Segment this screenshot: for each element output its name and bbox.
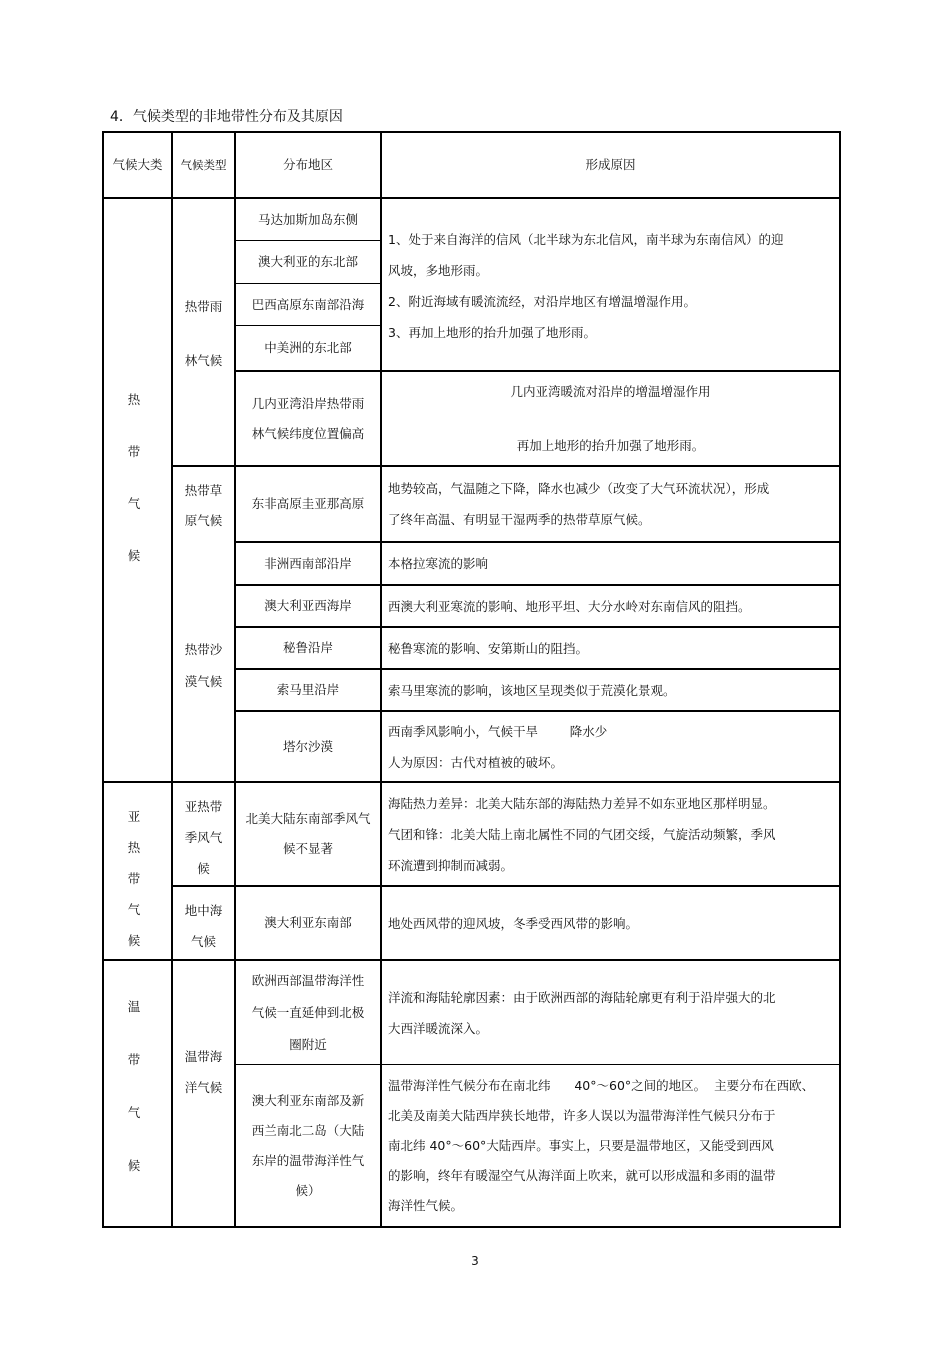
type-tropical-savanna: 热带草 原气候 <box>184 483 223 528</box>
region-guinea: 几内亚湾沿岸热带雨 林气候纬度位置偏高 <box>251 395 365 441</box>
reason-east-africa: 地势较高，气温随之下降，降水也减少（改变了大气环流状况），形成 了终年高温、有明显干湿两季的热带草原气候。 <box>388 481 770 527</box>
region-thar: 塔尔沙漠 <box>282 738 333 754</box>
major-subtropical: 亚 热 带 气 候 <box>127 809 141 948</box>
reason-north-america: 海陆热力差异：北美大陆东部的海陆热力差异不如东亚地区那样明显。 气团和锋：北美大陆上南北属性不同的气团交绥，气旋活动频繁，季风 环流遭到抑制而减弱。 <box>388 795 776 873</box>
reason-sw-africa: 本格拉寒流的影响 <box>388 556 489 571</box>
region-w-australia: 澳大利亚西海岸 <box>264 598 352 613</box>
type-subtropical-monsoon: 亚热带 季风气 候 <box>184 799 223 876</box>
reason-peru: 秘鲁寒流的影响、安第斯山的阻挡。 <box>388 640 589 656</box>
major-tropical: 热 带 气 候 <box>127 392 141 563</box>
region-north-america: 北美大陆东南部季风气 候不显著 <box>245 811 371 856</box>
region-peru: 秘鲁沿岸 <box>282 640 333 655</box>
reason-thar: 西南季风影响小，气候干旱 降水少 人为原因：古代对植被的破坏。 <box>388 723 608 770</box>
reason-new-zealand: 温带海洋性气候分布在南北纬 40°～60°之间的地区。 主要分布在西欧、 北美及南美大陆西岸狭长地带，许多人误以为温带海洋性气候只分布于 南北纬 40°～60°大陆西岸。事实上，只要是温带地区，又能受到西风 的影响，终年有暖湿空气从海洋面上吹来，就可以形成温和多雨的温带 海洋性气候。 <box>388 1077 815 1213</box>
type-tropical-rainforest: 热带雨 林气候 <box>184 299 223 368</box>
region-sw-africa: 非洲西南部沿岸 <box>264 555 352 571</box>
header-climate-type: 气候类型 <box>180 158 227 172</box>
region-ne-australia: 澳大利亚的东北部 <box>257 254 358 269</box>
region-europe: 欧洲西部温带海洋性 气候一直延伸到北极 圈附近 <box>251 972 365 1052</box>
region-brazil: 巴西高原东南部沿海 <box>251 296 365 312</box>
region-new-zealand: 澳大利亚东南部及新 西兰南北二岛（大陆 东岸的温带海洋性气 候） <box>251 1092 365 1198</box>
region-se-australia: 澳大利亚东南部 <box>264 915 352 930</box>
reason-europe: 洋流和海陆轮廓因素：由于欧洲西部的海陆轮廓更有利于沿岸强大的北 大西洋暖流深入。 <box>388 989 776 1036</box>
section-heading: 4．气候类型的非地带性分布及其原因 <box>110 109 343 125</box>
page-number: 3 <box>471 1254 479 1268</box>
type-temperate-oceanic: 温带海 洋气候 <box>184 1049 223 1095</box>
header-region: 分布地区 <box>282 157 333 172</box>
type-tropical-desert: 热带沙 漠气候 <box>184 642 223 689</box>
reason-somalia: 索马里寒流的影响，该地区呈现类似于荒漠化景观。 <box>388 682 676 698</box>
region-east-africa: 东非高原圭亚那高原 <box>251 496 365 511</box>
region-somalia: 索马里沿岸 <box>276 682 340 697</box>
reason-se-australia: 地处西风带的迎风坡，冬季受西风带的影响。 <box>388 915 639 931</box>
reason-rainforest: 1、处于来自海洋的信风（北半球为东北信风，南半球为东南信风）的迎 风坡，多地形雨。 2、附近海域有暖流流经，对沿岸地区有增温增湿作用。 3、再加上地形的抬升加强了地形雨。 <box>388 232 784 340</box>
region-madagascar: 马达加斯加岛东侧 <box>257 211 358 227</box>
header-major-category: 气候大类 <box>112 157 163 172</box>
region-central-america: 中美洲的东北部 <box>264 340 352 355</box>
type-mediterranean: 地中海 气候 <box>184 903 223 949</box>
major-temperate: 温 带 气 候 <box>127 999 141 1173</box>
header-cause: 形成原因 <box>585 157 636 172</box>
reason-w-australia: 西澳大利亚寒流的影响、地形平坦、大分水岭对东南信风的阻挡。 <box>388 598 751 614</box>
reason-guinea: 几内亚湾暖流对沿岸的增温增湿作用 再加上地形的抬升加强了地形雨。 <box>510 383 711 453</box>
